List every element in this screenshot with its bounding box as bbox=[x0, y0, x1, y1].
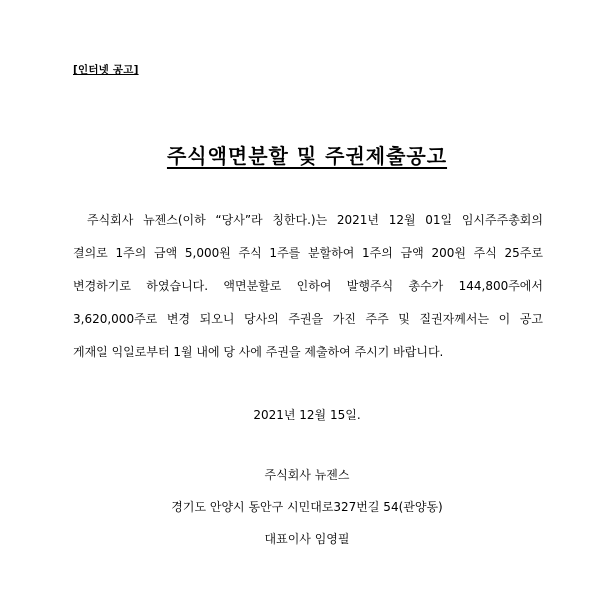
body-line-2: 결의로 1주의 금액 5,000원 주식 1주를 분할하여 1주의 금액 200원 주식 25주로 bbox=[73, 246, 543, 260]
body-line-5: 게재일 익일로부터 1월 내에 당 사에 주권을 제출하여 주시기 바랍니다. bbox=[73, 345, 444, 359]
notice-tag: [인터넷 공고] bbox=[73, 64, 139, 76]
company-name: 주식회사 뉴젠스 bbox=[264, 468, 350, 482]
company-address: 경기도 안양시 동안구 시민대로327번길 54(관양동) bbox=[171, 500, 443, 514]
notice-title-text: 주식액면분할 및 주권제출공고 bbox=[166, 144, 448, 168]
body-line-4: 3,620,000주로 변경 되오니 당사의 주권을 가진 주주 및 질권자께서는 이 공고 bbox=[73, 312, 544, 326]
notice-title bbox=[0, 140, 614, 169]
notice-date: 2021년 12월 15일. bbox=[253, 408, 361, 422]
body-line-3: 변경하기로 하였습니다. 액면분할로 인하여 발행주식 총수가 144,800주에서 bbox=[73, 279, 543, 293]
body-line-1: 주식회사 뉴젠스(이하 “당사”라 칭한다.)는 2021년 12월 01일 임시주주총회의 bbox=[87, 213, 543, 227]
ceo-name: 대표이사 임영필 bbox=[264, 532, 350, 546]
